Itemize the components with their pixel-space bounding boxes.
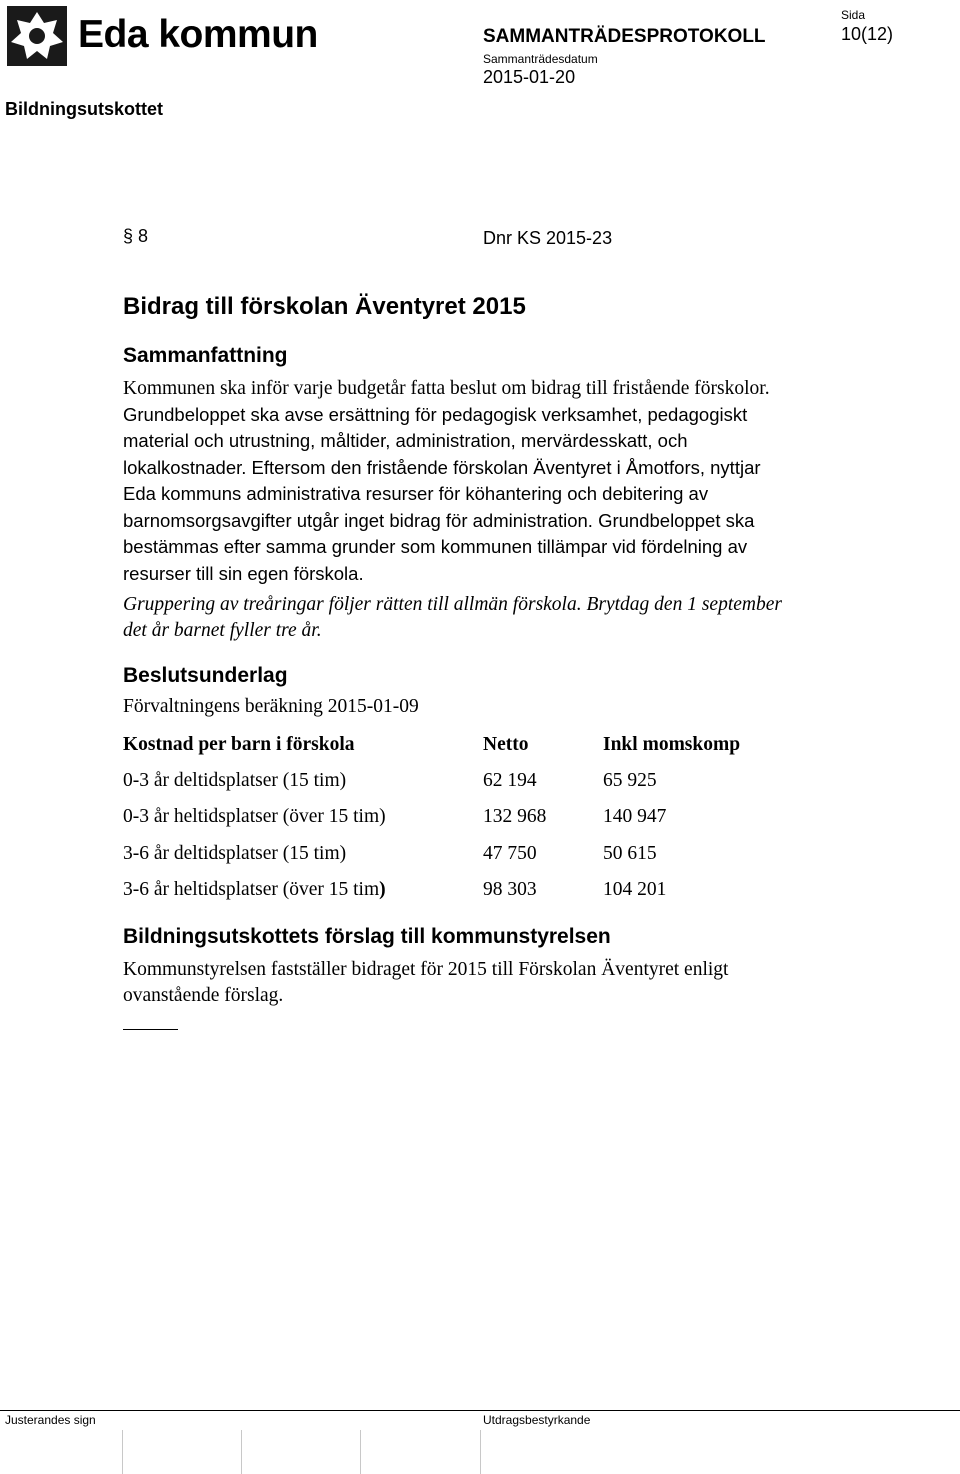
- sign-box-divider: [241, 1430, 242, 1474]
- page-number: 10(12): [841, 24, 894, 44]
- row-label: 3-6 år deltidsplatser (15 tim): [123, 843, 347, 864]
- item-title: Bidrag till förskolan Äventyret 2015: [123, 293, 526, 320]
- row-label: 0-3 år deltidsplatser (15 tim): [123, 770, 347, 791]
- row-inkl: 50 615: [603, 843, 657, 864]
- footer-divider: [0, 1410, 960, 1411]
- proposal-heading: Bildningsutskottets förslag till kommunstyrelsen: [123, 925, 611, 948]
- summary-italic-note: Gruppering av treåringar följer rätten till allmän förskola. Brytdag den 1 september det år barnet fyller tre år.: [123, 594, 782, 641]
- meeting-date: 2015-01-20: [483, 67, 576, 87]
- sign-box-divider: [360, 1430, 361, 1474]
- page-label: Sida: [841, 8, 866, 22]
- document-title: SAMMANTRÄDESPROTOKOLL: [483, 26, 766, 47]
- extract-certification-label: Utdragsbestyrkande: [483, 1413, 591, 1427]
- row-netto: 98 303: [483, 879, 537, 900]
- row-netto: 62 194: [483, 770, 537, 791]
- end-divider: [123, 1029, 178, 1030]
- row-inkl: 65 925: [603, 770, 657, 791]
- paragraph-number: § 8: [123, 226, 149, 246]
- table-header-inkl: Inkl momskomp: [603, 734, 741, 755]
- sign-box-divider: [480, 1430, 481, 1474]
- basis-heading: Beslutsunderlag: [123, 664, 288, 687]
- summary-heading: Sammanfattning: [123, 344, 288, 367]
- row-label-wrap: [123, 879, 386, 901]
- org-name: Eda kommun: [78, 13, 318, 56]
- justifier-sign-label: Justerandes sign: [5, 1413, 96, 1427]
- row-label: 3-6 år heltidsplatser (över 15 tim: [123, 879, 380, 900]
- case-number: Dnr KS 2015-23: [483, 228, 613, 248]
- summary-text: [123, 376, 783, 587]
- row-netto: 47 750: [483, 843, 537, 864]
- table-header-cost: Kostnad per barn i förskola: [123, 734, 355, 755]
- fortress-star-icon: [7, 6, 67, 66]
- committee-name: Bildningsutskottet: [5, 99, 163, 119]
- row-label-suffix: ): [379, 879, 386, 900]
- meeting-date-label: Sammanträdesdatum: [483, 52, 598, 66]
- table-header-netto: Netto: [483, 734, 529, 755]
- summary-text-serif: Kommunen ska inför varje budgetår fatta beslut om bidrag till fristående förskolor.: [123, 378, 770, 399]
- municipal-logo: [7, 6, 67, 66]
- row-inkl: 140 947: [603, 806, 667, 827]
- row-inkl: 104 201: [603, 879, 667, 900]
- sign-box-divider: [122, 1430, 123, 1474]
- row-label: 0-3 år heltidsplatser (över 15 tim): [123, 806, 386, 827]
- row-netto: 132 968: [483, 806, 547, 827]
- summary-text-sans: Grundbeloppet ska avse ersättning för pedagogisk verksamhet, pedagogiskt material och utrustning, måltider, administration, mervärdesskatt, och lokalkostnader. Eftersom den fristående förskolan Äventyret i Åmotfors, nyttjar Eda kommuns administrativa resurser för köhantering och debitering av barnomsorgsavgifter utgår inget bidrag för administration. Grundbeloppet ska bestämmas efter samma grunder som kommunen tillämpar vid fördelning av resurser till sin egen förskola.: [123, 403, 761, 584]
- proposal-text: Kommunstyrelsen fastställer bidraget för 2015 till Förskolan Äventyret enligt ovanstående förslag.: [123, 959, 729, 1006]
- basis-text: Förvaltningens beräkning 2015-01-09: [123, 696, 419, 717]
